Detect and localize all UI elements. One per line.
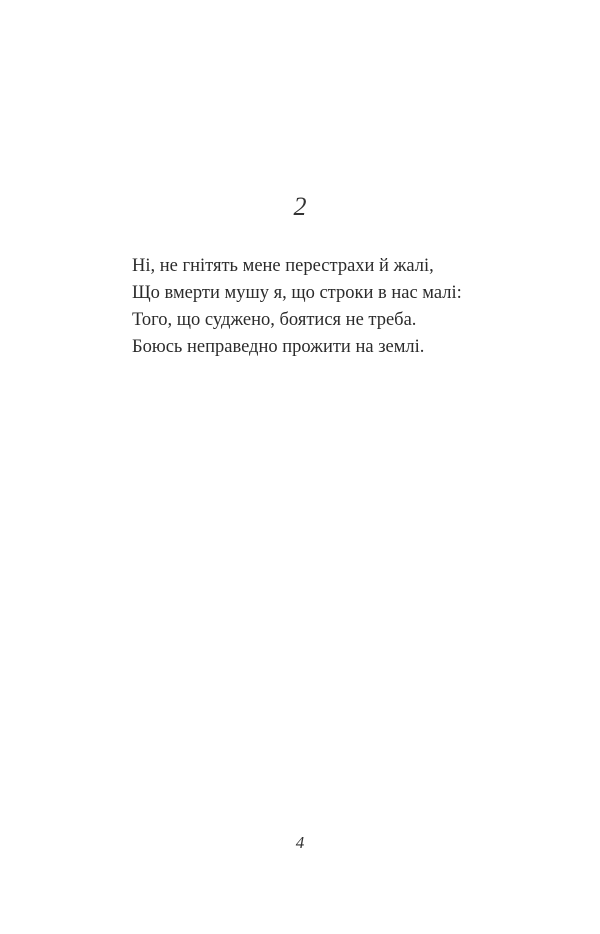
poem-stanza	[132, 253, 532, 361]
page-number: 4	[295, 833, 305, 852]
poem-line: Боюсь неправедно прожити на землі.	[132, 337, 425, 357]
poem-line: Що вмерти мушу я, що строки в нас малі:	[132, 283, 462, 303]
poem-line: Ні, не гнітять мене перестрахи й жалі,	[132, 256, 434, 276]
poem-line: Того, що суджено, боятися не треба.	[132, 310, 417, 330]
poem-number: 2	[293, 192, 307, 221]
